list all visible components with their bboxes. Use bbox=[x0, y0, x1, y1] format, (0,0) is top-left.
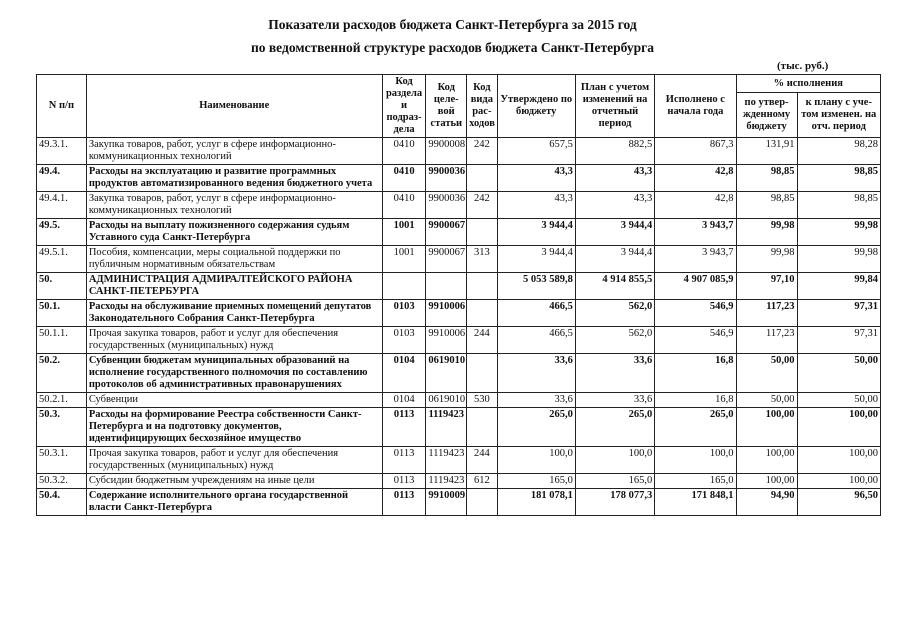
row-pct-approved: 100,00 bbox=[736, 408, 797, 447]
row-executed: 42,8 bbox=[655, 192, 736, 219]
row-approved: 466,5 bbox=[497, 327, 575, 354]
table-row bbox=[37, 447, 881, 474]
row-approved: 100,0 bbox=[497, 447, 575, 474]
row-pct-approved: 100,00 bbox=[736, 474, 797, 489]
row-article-code: 0619010 bbox=[426, 354, 467, 393]
row-expense-type bbox=[467, 408, 498, 447]
row-name: Содержание исполнительного органа государственной власти Санкт-Петербурга bbox=[86, 489, 382, 516]
header-exp-type: Код вида рас-ходов bbox=[467, 75, 498, 138]
row-pct-plan: 100,00 bbox=[797, 447, 880, 474]
row-executed: 171 848,1 bbox=[655, 489, 736, 516]
row-expense-type bbox=[467, 219, 498, 246]
table-row bbox=[37, 300, 881, 327]
row-pct-approved: 97,10 bbox=[736, 273, 797, 300]
row-pct-approved: 100,00 bbox=[736, 447, 797, 474]
row-section-code: 0410 bbox=[382, 165, 426, 192]
row-plan: 33,6 bbox=[575, 393, 654, 408]
table-row bbox=[37, 327, 881, 354]
row-article-code: 1119423 bbox=[426, 474, 467, 489]
table-row bbox=[37, 354, 881, 393]
row-executed: 100,0 bbox=[655, 447, 736, 474]
report-subtitle: по ведомственной структуре расходов бюджета Санкт-Петербурга bbox=[250, 40, 655, 55]
row-expense-type: 612 bbox=[467, 474, 498, 489]
row-section-code: 0103 bbox=[382, 327, 426, 354]
header-num: N п/п bbox=[37, 75, 87, 138]
row-pct-plan: 97,31 bbox=[797, 327, 880, 354]
row-plan: 3 944,4 bbox=[575, 219, 654, 246]
report-title: Показатели расходов бюджета Санкт-Петербурга за 2015 год bbox=[268, 17, 637, 32]
row-name: Прочая закупка товаров, работ и услуг для обеспечения государственных (муниципальных) нужд bbox=[86, 327, 382, 354]
table-row bbox=[37, 393, 881, 408]
table-row bbox=[37, 219, 881, 246]
row-article-code: 1119423 bbox=[426, 447, 467, 474]
units-label: (тыс. руб.) bbox=[777, 60, 829, 72]
header-executed: Исполнено с начала года bbox=[655, 75, 736, 138]
row-number: 49.4. bbox=[37, 165, 87, 192]
row-approved: 165,0 bbox=[497, 474, 575, 489]
row-number: 50. bbox=[37, 273, 87, 300]
row-pct-approved: 99,98 bbox=[736, 246, 797, 273]
header-approved: Утверждено по бюджету bbox=[497, 75, 575, 138]
row-pct-approved: 131,91 bbox=[736, 138, 797, 165]
row-pct-approved: 117,23 bbox=[736, 327, 797, 354]
row-plan: 882,5 bbox=[575, 138, 654, 165]
row-plan: 165,0 bbox=[575, 474, 654, 489]
table-row bbox=[37, 192, 881, 219]
row-pct-approved: 50,00 bbox=[736, 354, 797, 393]
row-section-code: 0104 bbox=[382, 393, 426, 408]
budget-table bbox=[36, 74, 881, 516]
row-article-code: 9910006 bbox=[426, 300, 467, 327]
row-article-code: 9910009 bbox=[426, 489, 467, 516]
row-section-code: 1001 bbox=[382, 246, 426, 273]
row-approved: 466,5 bbox=[497, 300, 575, 327]
row-plan: 4 914 855,5 bbox=[575, 273, 654, 300]
row-executed: 3 943,7 bbox=[655, 246, 736, 273]
row-number: 50.4. bbox=[37, 489, 87, 516]
row-pct-plan: 96,50 bbox=[797, 489, 880, 516]
header-pct-approved: по утвер-жденному бюджету bbox=[736, 93, 797, 138]
table-row bbox=[37, 165, 881, 192]
row-name: Субвенции bbox=[86, 393, 382, 408]
row-number: 50.2. bbox=[37, 354, 87, 393]
row-name: Расходы на формирование Реестра собственности Санкт-Петербурга и на подготовку документов, идентифицирующих бесхозяйное имущество bbox=[86, 408, 382, 447]
row-plan: 43,3 bbox=[575, 192, 654, 219]
table-row bbox=[37, 489, 881, 516]
row-article-code: 9900067 bbox=[426, 219, 467, 246]
row-plan: 265,0 bbox=[575, 408, 654, 447]
row-pct-plan: 98,85 bbox=[797, 192, 880, 219]
row-name: Закупка товаров, работ, услуг в сфере информационно-коммуникационных технологий bbox=[86, 138, 382, 165]
row-executed: 265,0 bbox=[655, 408, 736, 447]
row-number: 50.3.1. bbox=[37, 447, 87, 474]
table-row bbox=[37, 408, 881, 447]
row-name: Расходы на выплату пожизненного содержания судьям Уставного суда Санкт-Петербурга bbox=[86, 219, 382, 246]
header-plan: План с учетом изменений на отчетный период bbox=[575, 75, 654, 138]
row-plan: 33,6 bbox=[575, 354, 654, 393]
row-executed: 546,9 bbox=[655, 300, 736, 327]
row-article-code: 1119423 bbox=[426, 408, 467, 447]
row-expense-type: 530 bbox=[467, 393, 498, 408]
row-name: Пособия, компенсации, меры социальной поддержки по публичным нормативным обязательствам bbox=[86, 246, 382, 273]
row-pct-plan: 100,00 bbox=[797, 474, 880, 489]
row-number: 49.5. bbox=[37, 219, 87, 246]
row-article-code: 9900008 bbox=[426, 138, 467, 165]
row-executed: 16,8 bbox=[655, 393, 736, 408]
row-name: Субсидии бюджетным учреждениям на иные цели bbox=[86, 474, 382, 489]
row-section-code: 0410 bbox=[382, 138, 426, 165]
row-section-code bbox=[382, 273, 426, 300]
row-expense-type: 244 bbox=[467, 327, 498, 354]
row-section-code: 1001 bbox=[382, 219, 426, 246]
row-pct-approved: 99,98 bbox=[736, 219, 797, 246]
row-pct-plan: 99,98 bbox=[797, 246, 880, 273]
row-article-code: 9900036 bbox=[426, 165, 467, 192]
row-approved: 43,3 bbox=[497, 165, 575, 192]
row-expense-type: 242 bbox=[467, 192, 498, 219]
row-name: Субвенции бюджетам муниципальных образований на исполнение государственного полномочия по составлению протоколов об административных правонарушениях bbox=[86, 354, 382, 393]
row-number: 50.1. bbox=[37, 300, 87, 327]
row-pct-approved: 117,23 bbox=[736, 300, 797, 327]
row-executed: 165,0 bbox=[655, 474, 736, 489]
row-expense-type bbox=[467, 354, 498, 393]
row-approved: 5 053 589,8 bbox=[497, 273, 575, 300]
row-name: Расходы на эксплуатацию и развитие программных продуктов автоматизированного ведения бюджетного учета bbox=[86, 165, 382, 192]
header-section: Код раздела и подраз-дела bbox=[382, 75, 426, 138]
row-approved: 33,6 bbox=[497, 354, 575, 393]
row-executed: 42,8 bbox=[655, 165, 736, 192]
row-pct-plan: 98,85 bbox=[797, 165, 880, 192]
row-number: 50.1.1. bbox=[37, 327, 87, 354]
row-section-code: 0113 bbox=[382, 447, 426, 474]
row-approved: 3 944,4 bbox=[497, 246, 575, 273]
header-pct-plan: к плану с уче-том изменен. на отч. период bbox=[797, 93, 880, 138]
row-plan: 100,0 bbox=[575, 447, 654, 474]
row-plan: 3 944,4 bbox=[575, 246, 654, 273]
header-name: Наименование bbox=[86, 75, 382, 138]
table-row bbox=[37, 273, 881, 300]
row-plan: 43,3 bbox=[575, 165, 654, 192]
row-article-code: 9900036 bbox=[426, 192, 467, 219]
row-expense-type: 242 bbox=[467, 138, 498, 165]
row-number: 49.3.1. bbox=[37, 138, 87, 165]
row-plan: 178 077,3 bbox=[575, 489, 654, 516]
row-pct-approved: 98,85 bbox=[736, 165, 797, 192]
row-plan: 562,0 bbox=[575, 327, 654, 354]
row-expense-type bbox=[467, 300, 498, 327]
row-number: 49.5.1. bbox=[37, 246, 87, 273]
row-section-code: 0410 bbox=[382, 192, 426, 219]
row-pct-plan: 50,00 bbox=[797, 354, 880, 393]
row-name: Расходы на обслуживание приемных помещений депутатов Законодательного Собрания Санкт-Петербурга bbox=[86, 300, 382, 327]
row-approved: 43,3 bbox=[497, 192, 575, 219]
row-section-code: 0104 bbox=[382, 354, 426, 393]
row-pct-plan: 98,28 bbox=[797, 138, 880, 165]
row-pct-plan: 100,00 bbox=[797, 408, 880, 447]
row-approved: 265,0 bbox=[497, 408, 575, 447]
row-approved: 33,6 bbox=[497, 393, 575, 408]
row-name: АДМИНИСТРАЦИЯ АДМИРАЛТЕЙСКОГО РАЙОНА САНКТ-ПЕТЕРБУРГА bbox=[86, 273, 382, 300]
row-pct-approved: 94,90 bbox=[736, 489, 797, 516]
row-pct-approved: 98,85 bbox=[736, 192, 797, 219]
row-pct-plan: 50,00 bbox=[797, 393, 880, 408]
row-executed: 3 943,7 bbox=[655, 219, 736, 246]
row-expense-type bbox=[467, 489, 498, 516]
row-expense-type bbox=[467, 165, 498, 192]
table-row bbox=[37, 474, 881, 489]
row-approved: 3 944,4 bbox=[497, 219, 575, 246]
row-pct-plan: 99,84 bbox=[797, 273, 880, 300]
row-approved: 657,5 bbox=[497, 138, 575, 165]
row-article-code: 9900067 bbox=[426, 246, 467, 273]
header-article: Код целе-вой статьи bbox=[426, 75, 467, 138]
row-section-code: 0113 bbox=[382, 474, 426, 489]
row-executed: 16,8 bbox=[655, 354, 736, 393]
row-name: Прочая закупка товаров, работ и услуг для обеспечения государственных (муниципальных) нужд bbox=[86, 447, 382, 474]
row-number: 50.3. bbox=[37, 408, 87, 447]
table-body bbox=[37, 138, 881, 516]
row-executed: 867,3 bbox=[655, 138, 736, 165]
row-pct-plan: 97,31 bbox=[797, 300, 880, 327]
row-article-code bbox=[426, 273, 467, 300]
row-name: Закупка товаров, работ, услуг в сфере информационно-коммуникационных технологий bbox=[86, 192, 382, 219]
row-executed: 546,9 bbox=[655, 327, 736, 354]
row-article-code: 0619010 bbox=[426, 393, 467, 408]
row-number: 50.3.2. bbox=[37, 474, 87, 489]
row-section-code: 0103 bbox=[382, 300, 426, 327]
row-expense-type bbox=[467, 273, 498, 300]
row-section-code: 0113 bbox=[382, 408, 426, 447]
row-plan: 562,0 bbox=[575, 300, 654, 327]
header-pct-group: % исполнения bbox=[736, 75, 880, 93]
row-number: 50.2.1. bbox=[37, 393, 87, 408]
row-expense-type: 313 bbox=[467, 246, 498, 273]
row-article-code: 9910006 bbox=[426, 327, 467, 354]
table-row bbox=[37, 246, 881, 273]
row-pct-plan: 99,98 bbox=[797, 219, 880, 246]
row-pct-approved: 50,00 bbox=[736, 393, 797, 408]
table-row bbox=[37, 138, 881, 165]
row-section-code: 0113 bbox=[382, 489, 426, 516]
row-expense-type: 244 bbox=[467, 447, 498, 474]
row-number: 49.4.1. bbox=[37, 192, 87, 219]
row-approved: 181 078,1 bbox=[497, 489, 575, 516]
row-executed: 4 907 085,9 bbox=[655, 273, 736, 300]
